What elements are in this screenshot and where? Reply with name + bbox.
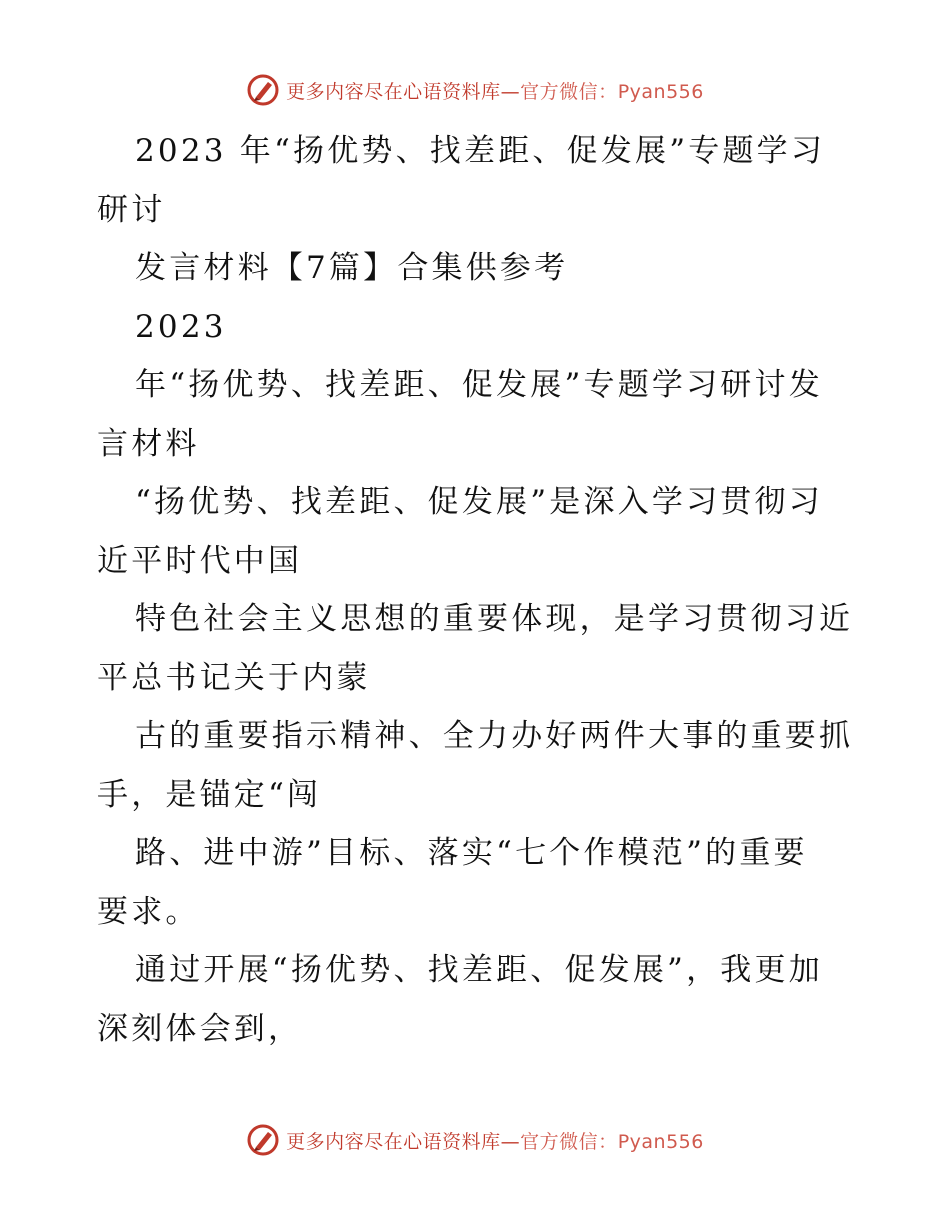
doc-heading-line-2: 言材料 xyxy=(97,425,200,462)
pen-logo-icon xyxy=(246,73,280,107)
watermark-text xyxy=(286,77,704,104)
doc-heading-line-1: 年“扬优势、找差距、促发展”专题学习研讨发 xyxy=(135,367,823,403)
watermark-wechat-label: 官方微信： xyxy=(520,1130,618,1153)
watermark-wechat-id: Pyan556 xyxy=(617,80,704,103)
watermark-site: 更多内容尽在心语资料库 xyxy=(286,80,501,103)
doc-paragraph-line: 深刻体会到， xyxy=(97,1010,303,1047)
doc-paragraph-line: “扬优势、找差距、促发展”是深入学习贯彻习 xyxy=(135,484,823,520)
doc-paragraph-line: 路、进中游”目标、落实“七个作模范”的重要 xyxy=(135,835,808,871)
doc-title-line-1: 2023 年“扬优势、找差距、促发展”专题学习 xyxy=(135,133,826,169)
doc-paragraph-line: 要求。 xyxy=(97,893,200,930)
doc-paragraph-line: 手，是锚定“闯 xyxy=(97,776,322,813)
watermark-wechat-label: 官方微信： xyxy=(520,80,618,103)
watermark-dash: — xyxy=(500,80,521,103)
watermark-dash: — xyxy=(500,1130,521,1153)
doc-paragraph-line: 平总书记关于内蒙 xyxy=(97,659,371,696)
doc-title-line-2: 研讨 xyxy=(97,191,166,228)
doc-paragraph-line: 古的重要指示精神、全力办好两件大事的重要抓 xyxy=(135,718,854,754)
doc-paragraph-line: 通过开展“扬优势、找差距、促发展”，我更加 xyxy=(135,952,823,988)
doc-subtitle: 发言材料【7篇】合集供参考 xyxy=(135,250,569,286)
watermark-site: 更多内容尽在心语资料库 xyxy=(286,1130,501,1153)
watermark-wechat-id: Pyan556 xyxy=(617,1130,704,1153)
document-body xyxy=(97,122,857,1058)
doc-year: 2023 xyxy=(135,308,227,345)
header-watermark xyxy=(0,72,950,108)
watermark-text xyxy=(286,1127,704,1154)
pen-logo-icon xyxy=(246,1123,280,1157)
footer-watermark xyxy=(0,1122,950,1158)
doc-paragraph-line: 特色社会主义思想的重要体现，是学习贯彻习近 xyxy=(135,601,854,637)
doc-paragraph-line: 近平时代中国 xyxy=(97,542,303,579)
